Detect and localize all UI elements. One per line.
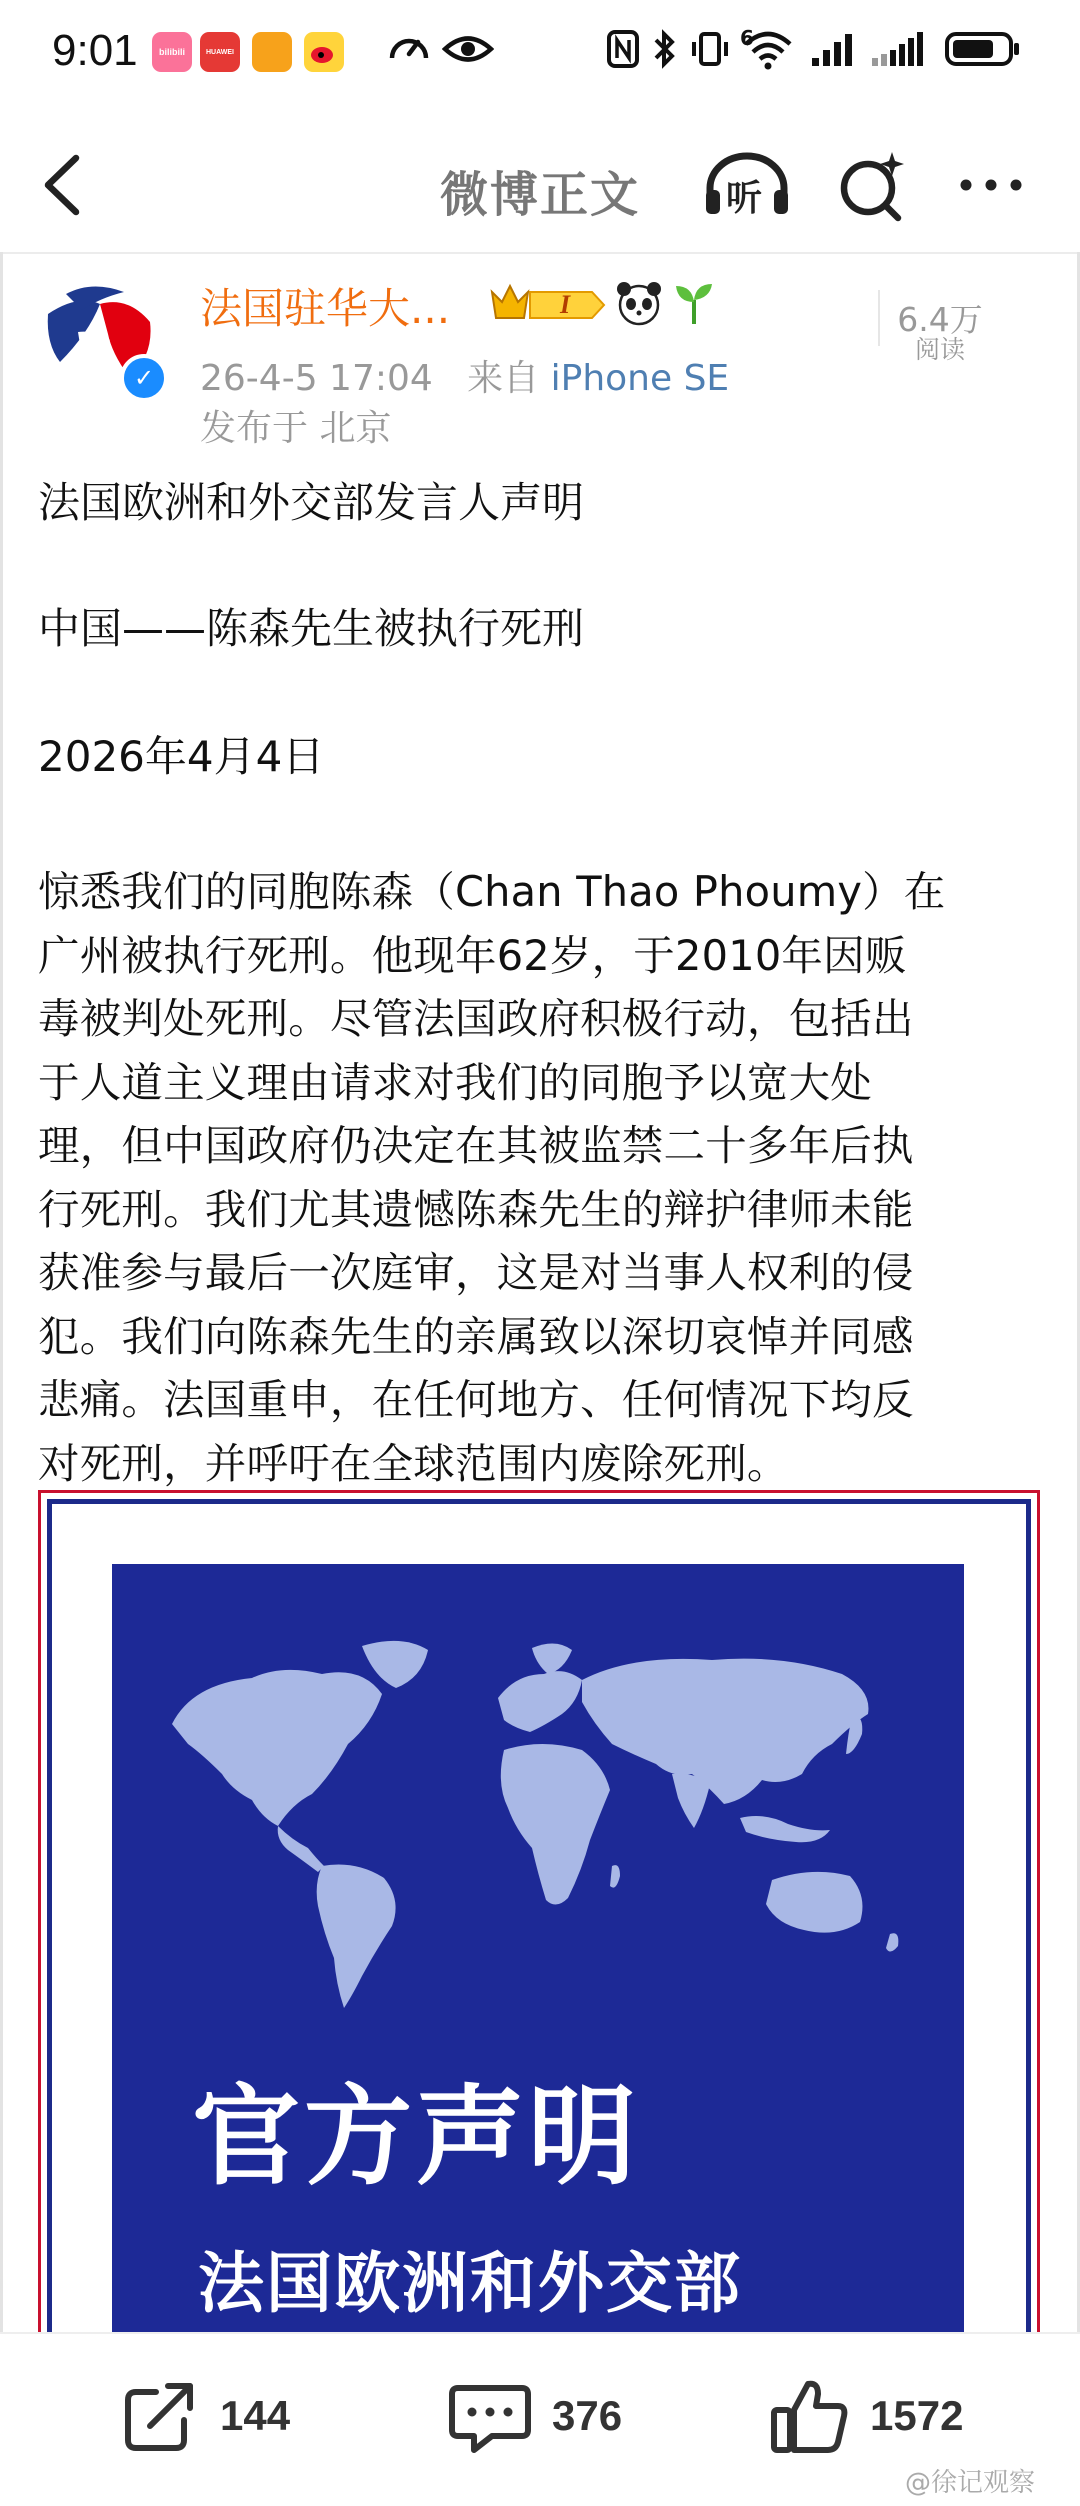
- battery-icon: [944, 26, 1022, 72]
- body-line: 悲痛。法国重申，在任何地方、任何情况下均反: [38, 1375, 914, 1424]
- comment-count: 376: [552, 2392, 623, 2439]
- post-location: 发布于 北京: [200, 408, 392, 449]
- post-date: 26-4-5 17:04: [200, 358, 433, 399]
- read-label: 阅读: [914, 335, 965, 364]
- verified-badge-icon: ✓: [120, 354, 168, 402]
- body-line: 于人道主义理由请求对我们的同胞予以宽大处: [38, 1057, 873, 1107]
- search-sparkle-icon[interactable]: [836, 150, 908, 222]
- share-icon: [120, 2376, 200, 2456]
- image-subtitle-text: 法国欧洲和外交部: [198, 2245, 742, 2322]
- eye-comfort-icon: [442, 26, 494, 72]
- share-count: 144: [220, 2392, 291, 2439]
- post-subheading: 中国——陈森先生被执行死刑: [38, 604, 585, 653]
- page-title: 微博正文: [439, 167, 640, 223]
- post-meta: [200, 350, 729, 401]
- body-line: 毒被判处死刑。尽管法国政府积极行动，包括出: [38, 994, 914, 1043]
- app-store-icon: [252, 32, 292, 72]
- body-line: 广州被执行死刑。他现年62岁，于2010年因贩: [38, 930, 907, 980]
- body-line: 犯。我们向陈森先生的亲属致以深切哀悼并同感: [38, 1311, 914, 1361]
- wifi-6-label: 6: [740, 26, 754, 50]
- panda-icon[interactable]: [614, 278, 664, 328]
- author-name[interactable]: [200, 276, 450, 336]
- comment-icon: [448, 2376, 532, 2456]
- read-count: 6.4万: [897, 300, 983, 339]
- post-body: [38, 860, 1048, 1495]
- badge-level-text: I: [560, 290, 571, 319]
- signal-2-icon: [868, 26, 928, 72]
- like-count: 1572: [870, 2392, 964, 2439]
- post-date-line: 2026年4月4日: [38, 732, 325, 781]
- speed-gauge-icon: [386, 26, 432, 72]
- huawei-app-icon: HUAWEI: [200, 32, 240, 72]
- left-edge-line: [0, 252, 3, 2332]
- image-title-text: 官方声明: [192, 2075, 641, 2200]
- body-line: 惊悉我们的同胞陈森（Chan Thao Phoumy）在: [38, 867, 946, 916]
- watermark-text: @徐记观察: [905, 2468, 1036, 2498]
- weibo-app-icon: [304, 32, 344, 72]
- listen-label: 听: [726, 178, 763, 219]
- sprout-icon[interactable]: [674, 280, 714, 326]
- signal-1-icon: [808, 26, 860, 72]
- more-options-icon[interactable]: [956, 150, 1026, 220]
- wifi-icon: [740, 26, 796, 72]
- status-bar: [0, 0, 1080, 100]
- like-button[interactable]: [770, 2376, 963, 2456]
- bilibili-app-icon: bilibili: [152, 32, 192, 72]
- vibrate-icon: [688, 26, 732, 72]
- member-crown-badge-icon[interactable]: [488, 278, 608, 330]
- thumbs-up-icon: [770, 2376, 850, 2456]
- world-map-icon: [112, 1604, 964, 2024]
- body-line: 获准参与最后一次庭审，这是对当事人权利的侵: [38, 1248, 914, 1297]
- post-heading: 法国欧洲和外交部发言人声明: [38, 478, 585, 527]
- comment-button[interactable]: [448, 2376, 622, 2456]
- source-prefix: 来自: [467, 358, 540, 399]
- status-time: 9:01: [52, 26, 138, 75]
- author-name-text: 法国驻华大...: [200, 284, 451, 333]
- share-button[interactable]: [120, 2376, 290, 2456]
- nfc-icon: [606, 26, 640, 72]
- body-line: 行死刑。我们尤其遗憾陈森先生的辩护律师未能: [38, 1184, 914, 1234]
- header-divider: [0, 252, 1080, 254]
- post-source-link[interactable]: iPhone SE: [550, 358, 730, 399]
- listen-button[interactable]: [702, 150, 792, 220]
- body-line: 对死刑，并呼吁在全球范围内废除死刑。: [38, 1438, 789, 1488]
- bluetooth-icon: [652, 26, 678, 72]
- body-line: 理，但中国政府仍决定在其被监禁二十多年后执: [38, 1121, 914, 1170]
